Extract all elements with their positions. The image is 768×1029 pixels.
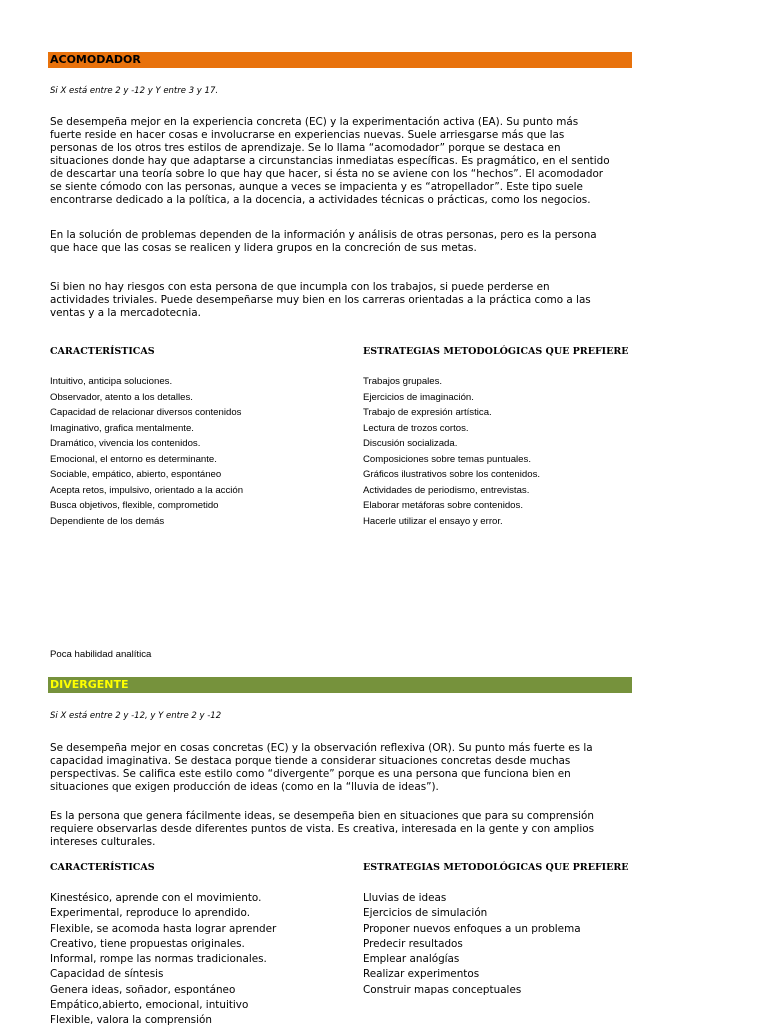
list-item: Capacidad de síntesis: [50, 968, 164, 981]
list-item: Imaginativo, grafica mentalmente.: [50, 422, 194, 434]
divergente-paragraph-2: [50, 810, 630, 849]
list-item: Trabajo de expresión artística.: [363, 407, 492, 418]
list-item: Sociable, empático, abierto, espontáneo: [50, 469, 222, 480]
acomodador-characteristics-header: CARACTERÍSTICAS: [50, 346, 155, 357]
acomodador-strategies-header: ESTRATEGIAS METODOLÓGICAS QUE PREFIERE: [363, 346, 629, 357]
list-item: Emocional, el entorno es determinante.: [50, 453, 217, 465]
list-item: Gráficos ilustrativos sobre los contenidos.: [363, 469, 541, 480]
divergente-header-bar: [48, 677, 632, 693]
paragraph-line: capacidad imaginativa. Se destaca porque tiende a considerar situaciones concretas desde muchas: [50, 755, 571, 767]
list-item: Hacerle utilizar el ensayo y error.: [363, 515, 503, 527]
acomodador-title: ACOMODADOR: [50, 53, 141, 66]
list-item: Observador, atento a los detalles.: [50, 391, 193, 403]
list-item: Realizar experimentos: [363, 968, 480, 981]
list-item: Empático,abierto, emocional, intuitivo: [50, 999, 249, 1012]
acomodador-header-bar: [48, 52, 632, 68]
acomodador-condition: Si X está entre 2 y -12 y Y entre 3 y 17.: [50, 86, 219, 96]
list-item: Informal, rompe las normas tradicionales.: [50, 953, 267, 966]
paragraph-line: situaciones donde hay que adaptarse a circunstancias inmediatas específicas. Es pragmático, en el sentido: [50, 155, 610, 167]
list-item: Actividades de periodismo, entrevistas.: [363, 484, 530, 496]
list-item: Intuitivo, anticipa soluciones.: [50, 376, 173, 387]
paragraph-line: personas de los otros tres estilos de aprendizaje. Se lo llama “acomodador” porque se destaca en: [50, 142, 561, 154]
paragraph-line: encontrarse dedicado a la política, a la docencia, a actividades técnicas o prácticas, como los negocios.: [50, 194, 591, 206]
acomodador-strategies-list: [363, 374, 540, 529]
list-item: Lectura de trozos cortos.: [363, 422, 469, 434]
paragraph-line: de descartar una teoría sobre lo que hay que hacer, si ésta no se aviene con los “hechos”. El acomodador: [50, 168, 604, 180]
paragraph-line: Si bien no hay riesgos con esta persona de que incumpla con los trabajos, si puede perderse en: [50, 281, 550, 293]
list-item: Experimental, reproduce lo aprendido.: [50, 907, 251, 920]
acomodador-extra-characteristic: Poca habilidad analítica: [50, 649, 152, 660]
divergente-title: DIVERGENTE: [50, 678, 129, 691]
paragraph-line: ventas y a la mercadotecnia.: [50, 307, 201, 319]
list-item: Dramático, vivencia los contenidos.: [50, 438, 201, 449]
list-item: Elaborar metáforas sobre contenidos.: [363, 500, 523, 511]
list-item: Construir mapas conceptuales: [363, 983, 522, 996]
divergente-characteristics-header: CARACTERÍSTICAS: [50, 862, 155, 873]
divergente-strategies-list: [363, 891, 581, 998]
divergente-strategies-header: ESTRATEGIAS METODOLÓGICAS QUE PREFIERE: [363, 862, 629, 873]
list-item: Flexible, valora la comprensión: [50, 1014, 212, 1027]
paragraph-line: Se desempeña mejor en la experiencia concreta (EC) y la experimentación activa (EA). Su punto más: [50, 116, 579, 128]
paragraph-line: requiere observarlas desde diferentes puntos de vista. Es creativa, interesada en la gente y con amplios: [50, 823, 595, 835]
list-item: Acepta retos, impulsivo, orientado a la acción: [50, 484, 244, 496]
paragraph-line: situaciones que exigen producción de ideas (como en la “lluvia de ideas”).: [50, 781, 439, 793]
divergente-condition: Si X está entre 2 y -12, y Y entre 2 y -12: [50, 711, 222, 721]
list-item: Ejercicios de simulación: [363, 907, 488, 920]
paragraph-line: En la solución de problemas dependen de la información y análisis de otras personas, pero es la persona: [50, 229, 597, 241]
paragraph-line: fuerte reside en hacer cosas e involucrarse en experiencias nuevas. Suele arriesgarse más que las: [50, 129, 565, 141]
divergente-paragraph-1: [50, 742, 630, 794]
list-item: Dependiente de los demás: [50, 515, 165, 527]
acomodador-characteristics-list: [50, 374, 243, 529]
list-item: Proponer nuevos enfoques a un problema: [363, 922, 581, 935]
list-item: Discusión socializada.: [363, 438, 458, 449]
paragraph-line: Es la persona que genera fácilmente ideas, se desempeña bien en situaciones que para su comprensión: [50, 810, 594, 822]
paragraph-line: Se desempeña mejor en cosas concretas (EC) y la observación reflexiva (OR). Su punto más fuerte es la: [50, 742, 593, 754]
list-item: Emplear analógías: [363, 953, 460, 966]
list-item: Composiciones sobre temas puntuales.: [363, 453, 531, 465]
paragraph-line: se siente cómodo con las personas, aunque a veces se impacienta y es “atropellador”. Este tipo suele: [50, 181, 583, 193]
paragraph-line: perspectivas. Se califica este estilo como “divergente” porque es una persona que funciona bien en: [50, 768, 571, 780]
paragraph-line: intereses culturales.: [50, 836, 156, 848]
paragraph-line: actividades triviales. Puede desempeñarse muy bien en los carreras orientadas a la práctica como a las: [50, 294, 591, 306]
list-item: Creativo, tiene propuestas originales.: [50, 937, 245, 950]
divergente-characteristics-list: [50, 891, 276, 1029]
acomodador-paragraph-2: [50, 229, 630, 255]
list-item: Kinestésico, aprende con el movimiento.: [50, 892, 262, 904]
list-item: Busca objetivos, flexible, comprometido: [50, 500, 219, 511]
list-item: Genera ideas, soñador, espontáneo: [50, 983, 236, 996]
list-item: Predecir resultados: [363, 937, 463, 950]
list-item: Flexible, se acomoda hasta lograr aprender: [50, 922, 277, 935]
acomodador-paragraph-1: [50, 116, 630, 207]
list-item: Ejercicios de imaginación.: [363, 391, 474, 403]
list-item: Capacidad de relacionar diversos contenidos: [50, 407, 242, 418]
list-item: Lluvias de ideas: [363, 892, 447, 904]
list-item: Trabajos grupales.: [363, 376, 443, 387]
acomodador-paragraph-3: [50, 281, 630, 320]
paragraph-line: que hace que las cosas se realicen y lidera grupos en la concreción de sus metas.: [50, 242, 477, 254]
